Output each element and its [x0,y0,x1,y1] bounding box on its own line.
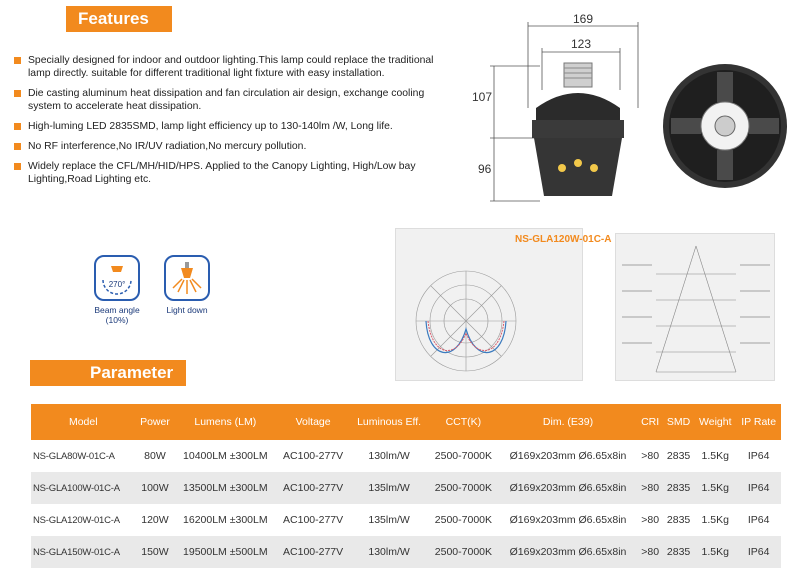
bullet-icon [14,57,21,64]
polar-distribution-image [395,228,583,381]
parameter-title: Parameter [30,360,186,386]
column-header: Luminous Eff. [350,404,428,440]
dimension-107: 107 [472,90,493,104]
bullet-icon [14,143,21,150]
lamp-side-view [532,63,624,196]
beam-angle-badge [90,255,144,325]
table-row: NS-GLA100W-01C-A 100W 13500LM ±300LM AC100-277V 135lm/W 2500-7000K Ø169x203mm Ø6.65x8in >80 2835 1.5Kg IP64 [31,472,781,504]
illuminance-cone-image [615,233,775,381]
features-title: Features [66,6,172,32]
bullet-icon [14,123,21,130]
table-row: NS-GLA150W-01C-A 150W 19500LM ±500LM AC100-277V 130lm/W 2500-7000K Ø169x203mm Ø6.65x8in >80 2835 1.5Kg IP64 [31,536,781,568]
feature-list [14,54,434,193]
column-header: Model [31,404,136,440]
column-header: Lumens (LM) [174,404,276,440]
beam-angle-icon [94,255,140,301]
column-header: Dim. (E39) [499,404,638,440]
table-row: NS-GLA80W-01C-A 80W 10400LM ±300LM AC100-277V 130lm/W 2500-7000K Ø169x203mm Ø6.65x8in >80 2835 1.5Kg IP64 [31,440,781,472]
column-header: Power [136,404,175,440]
column-header: CCT(K) [428,404,498,440]
light-down-icon [164,255,210,301]
column-header: Weight [694,404,736,440]
feature-item: Die casting aluminum heat dissipation and fan circulation air design, exchange cooling system to accelerate heat dissipation. [14,87,434,113]
table-header-row [31,404,781,440]
beam-angle-label: Beam angle (10%) [94,305,140,325]
column-header: SMD [663,404,694,440]
technical-drawing [470,8,790,213]
light-down-label: Light down [166,305,208,315]
column-header: CRI [637,404,662,440]
feature-item: Specially designed for indoor and outdoor lighting.This lamp could replace the traditional lamp directly. suitable for different traditional light fixture with easy installation. [14,54,434,80]
parameter-table [31,404,781,568]
light-down-badge [160,255,214,325]
beam-angle-value: 270° [108,280,126,289]
feature-item: Widely replace the CFL/MH/HID/HPS. Applied to the Canopy Lighting, High/Low bay Lighting,Road Lighting etc. [14,160,434,186]
feature-icons [90,255,214,325]
features-section-header [66,6,172,32]
column-header: IP Rate [736,404,781,440]
feature-item: High-luming LED 2835SMD, lamp light efficiency up to 130-140lm /W, Long life. [14,120,434,133]
bullet-icon [14,163,21,170]
dimension-169: 169 [572,12,594,26]
lamp-top-view [663,64,787,188]
dimension-123: 123 [570,37,592,51]
photometric-charts [395,228,775,383]
parameter-section-header [30,360,186,386]
column-header: Voltage [276,404,350,440]
photometric-model-label: NS-GLA120W-01C-A [515,234,612,245]
dimension-96: 96 [478,162,492,176]
bullet-icon [14,90,21,97]
table-row: NS-GLA120W-01C-A 120W 16200LM ±300LM AC100-277V 135lm/W 2500-7000K Ø169x203mm Ø6.65x8in >80 2835 1.5Kg IP64 [31,504,781,536]
feature-item: No RF interference,No IR/UV radiation,No mercury pollution. [14,140,434,153]
